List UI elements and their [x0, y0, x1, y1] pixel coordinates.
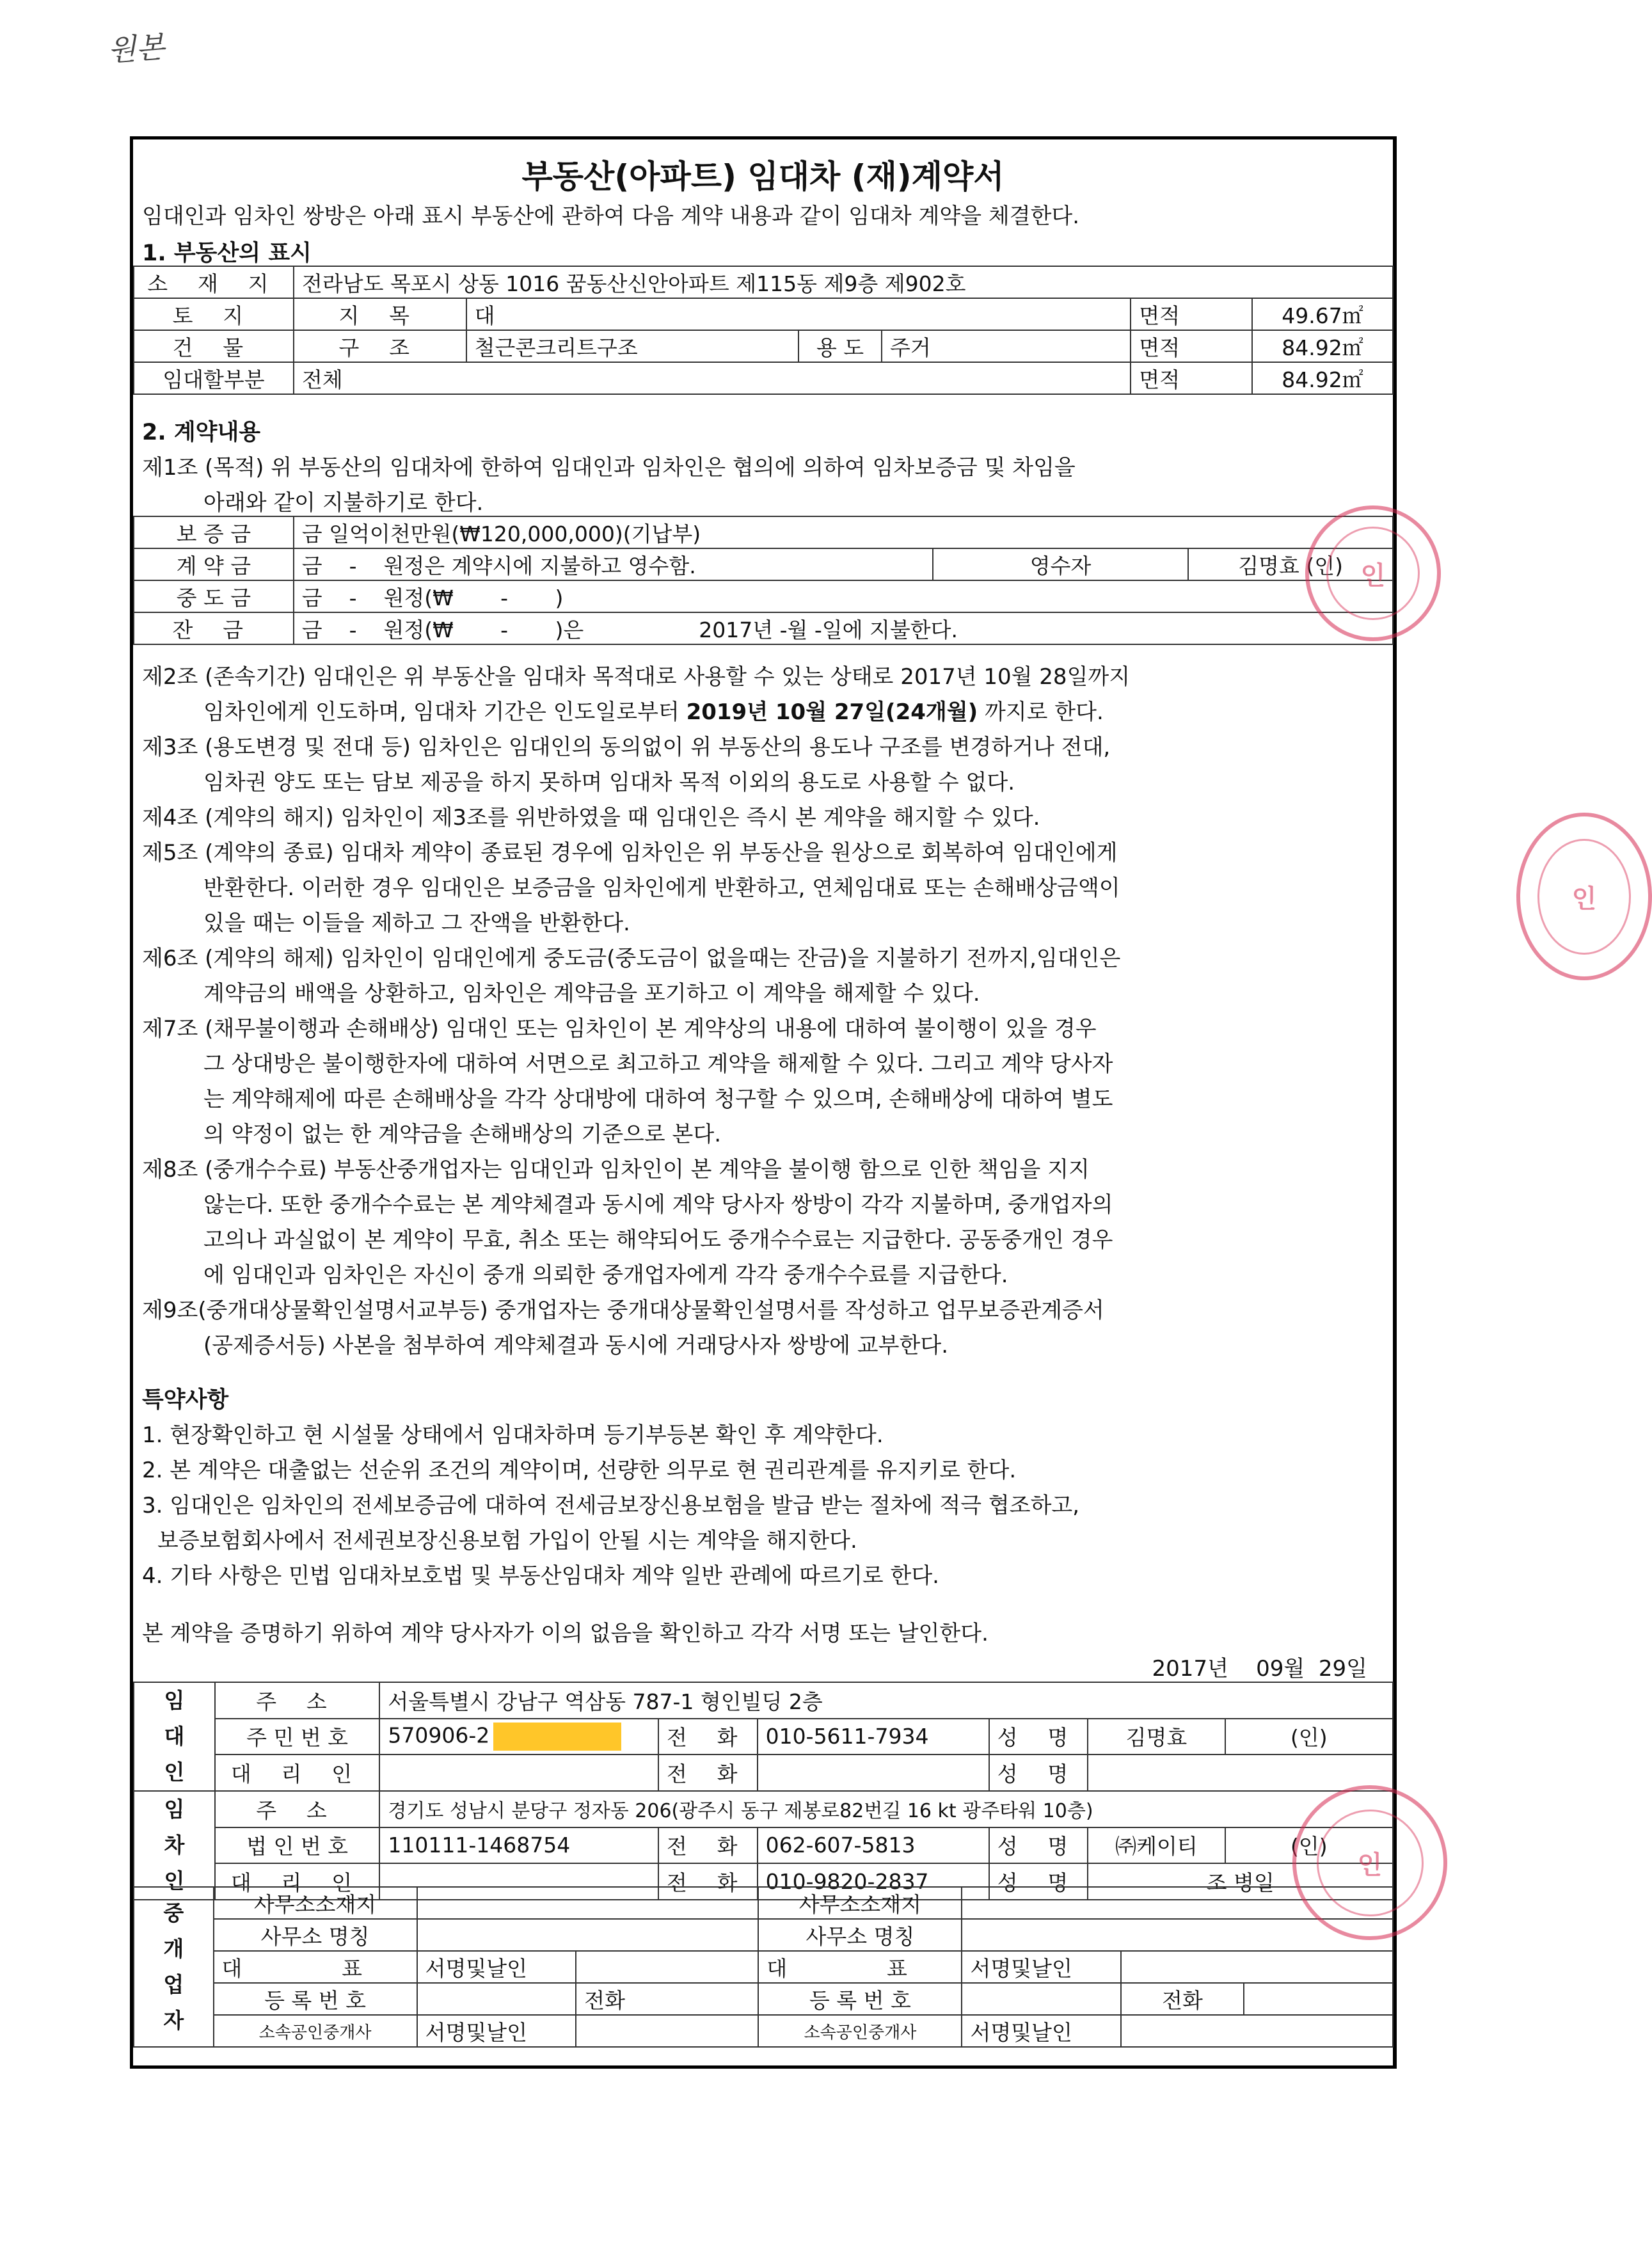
broker2-reg-label: 등 록 번 호 — [758, 1983, 962, 2015]
special-item-1: 1. 현장확인하고 현 시설물 상태에서 임대차하며 등기부등본 확인 후 계약한다. — [142, 1422, 884, 1448]
article5-text-cont2: 있을 때는 이들을 제하고 그 잔액을 반환한다. — [203, 911, 630, 936]
lessee-name: ㈜케이티 — [1088, 1827, 1225, 1864]
article8-text-cont1: 않는다. 또한 중개수수료는 본 계약체결과 동시에 계약 당사자 쌍방이 각각 지불하며, 중개업자의 — [203, 1192, 1113, 1218]
date-month: 09월 — [1256, 1656, 1305, 1682]
lessor-phone: 010-5611-7934 — [758, 1719, 989, 1755]
lessor-agent-phone-label: 전 화 — [658, 1755, 758, 1791]
contract-fee-label: 계 약 금 — [134, 548, 294, 580]
broker2-sign-label: 서명및날인 — [962, 1951, 1121, 1983]
middle-payment-value: 금 - 원정(₩ - ) — [294, 580, 1393, 612]
building-structure: 철근콘크리트구조 — [466, 330, 798, 362]
article7-text-cont2: 는 계약해제에 따른 손해배상을 각각 상대방에 대하여 청구할 수 있으며, 손해배상에 대하여 별도 — [203, 1086, 1113, 1112]
balance-value: 금 - 원정(₩ - )은 — [301, 617, 584, 642]
balance-date: 2017년 -월 -일에 지불한다. — [699, 617, 958, 642]
location-label: 소 재 지 — [134, 266, 294, 298]
lessee-phone-label: 전 화 — [658, 1827, 758, 1864]
lessor-id-value: 570906-2 — [388, 1723, 490, 1748]
middle-payment-label: 중 도 금 — [134, 580, 294, 612]
table-row — [134, 2015, 1393, 2047]
building-area-label: 면적 — [1131, 330, 1252, 362]
balance-cell — [294, 612, 1393, 644]
lessee-corp-label: 법 인 번 호 — [215, 1827, 380, 1864]
parties-table — [133, 1682, 1394, 1900]
special-item-2: 2. 본 계약은 대출없는 선순위 조건의 계약이며, 선량한 의무로 현 권리관계를 유지키로 한다. — [142, 1458, 1017, 1483]
lessor-address-label: 주 소 — [215, 1682, 380, 1719]
special-item-3-cont: 보증보험회사에서 전세권보장신용보험 가입이 안될 시는 계약을 해지한다. — [157, 1528, 857, 1554]
lessee-address: 경기도 성남시 분당구 정자동 206(광주시 동구 제봉로82번길 16 kt 광주타워 10층) — [379, 1791, 1393, 1827]
broker1-phone-label — [576, 1983, 758, 2015]
contract-frame — [130, 136, 1397, 2069]
lease-area-label: 면적 — [1131, 362, 1252, 394]
article4-text: 제4조 (계약의 해지) 임차인이 제3조를 위반하였을 때 임대인은 즉시 본 계약을 해지할 수 있다. — [142, 805, 1040, 831]
lessee-group-label: 임 차 인 — [134, 1791, 215, 1900]
article1-text-cont: 아래와 같이 지불하기로 한다. — [203, 490, 484, 516]
lessor-agent-name-label: 성 명 — [989, 1755, 1088, 1791]
seal-stamp-text: 인 — [1326, 527, 1420, 620]
article2-part-a: 임차인에게 인도하며, 임대차 기간은 인도일로부터 — [203, 699, 679, 725]
broker2-rep-label: 대 표 — [758, 1951, 962, 1983]
table-row — [134, 362, 1393, 394]
broker2-agent-sign-label: 서명및날인 — [962, 2015, 1121, 2047]
article7-text-cont3: 의 약정이 없는 한 계약금을 손해배상의 기준으로 본다. — [203, 1122, 722, 1147]
lease-part-label: 임대할부분 — [134, 362, 294, 394]
lessee-corp-no: 110111-1468754 — [379, 1827, 658, 1864]
building-area-value: 84.92㎡ — [1252, 330, 1393, 362]
use-label: 용 도 — [798, 330, 882, 362]
section2-heading: 2. 계약내용 — [142, 420, 261, 445]
article7-text: 제7조 (채무불이행과 손해배상) 임대인 또는 임차인이 본 계약상의 내용에 대하여 불이행이 있을 경우 — [142, 1016, 1097, 1042]
article2-text: 제2조 (존속기간) 임대인은 위 부동산을 임대차 목적대로 사용할 수 있는 상태로 2017년 10월 28일까지 — [142, 664, 1131, 690]
article6-text: 제6조 (계약의 해제) 임차인이 임대인에게 중도금(중도금이 없을때는 잔금)을 지불하기 전까지,임대인은 — [142, 946, 1121, 971]
land-area-label: 면적 — [1131, 298, 1252, 330]
seal-stamp — [1305, 505, 1441, 641]
lessor-group-label: 임 대 인 — [134, 1682, 215, 1791]
handwritten-note: 원본 — [106, 29, 166, 68]
broker1-office-addr-label: 사무소소재지 — [214, 1887, 417, 1919]
special-terms-heading: 특약사항 — [142, 1387, 229, 1413]
lessor-id-cell — [379, 1719, 658, 1755]
lessee-agent-name-label: 성 명 — [989, 1863, 1088, 1900]
broker2-office-addr-label: 사무소소재지 — [758, 1887, 962, 1919]
lease-area-value: 84.92㎡ — [1252, 362, 1393, 394]
lease-part-value: 전체 — [294, 362, 1131, 394]
lessor-address: 서울특별시 강남구 역삼동 787-1 형인빌딩 2층 — [379, 1682, 1393, 1719]
table-row — [134, 1919, 1393, 1951]
table-row — [134, 298, 1393, 330]
deposit-value: 금 일억이천만원(₩120,000,000)(기납부) — [294, 516, 1393, 548]
table-row — [134, 1827, 1393, 1864]
intro-text: 임대인과 임차인 쌍방은 아래 표시 부동산에 관하여 다음 계약 내용과 같이 임대차 계약을 체결한다. — [142, 203, 1080, 229]
table-row — [134, 516, 1393, 548]
article9-text: 제9조(중개대상물확인설명서교부등) 중개업자는 중개대상물확인설명서를 작성하고 업무보증관계증서 — [142, 1298, 1104, 1323]
article5-text: 제5조 (계약의 종료) 임대차 계약이 종료된 경우에 임차인은 위 부동산을 원상으로 회복하여 임대인에게 — [142, 840, 1118, 866]
lessee-agent-label: 대 리 인 — [215, 1863, 380, 1900]
date-year: 2017년 — [1152, 1656, 1228, 1682]
table-row — [134, 580, 1393, 612]
lessee-seal: (인) — [1225, 1827, 1393, 1864]
receiver-label: 영수자 — [933, 548, 1188, 580]
broker1-agent-label: 소속공인중개사 — [214, 2015, 417, 2047]
article2-text-cont — [203, 694, 1104, 726]
lessee-agent-phone-label: 전 화 — [658, 1863, 758, 1900]
lessor-name-label: 성 명 — [989, 1719, 1088, 1755]
lessee-agent-name: 조 병일 — [1088, 1863, 1393, 1900]
land-sub-value: 대 — [466, 298, 1131, 330]
seal-stamp — [1516, 813, 1652, 980]
article9-text-cont: (공제증서등) 사본을 첨부하여 계약체결과 동시에 거래당사자 쌍방에 교부한다. — [203, 1333, 948, 1358]
table-row — [134, 1983, 1393, 2015]
table-row — [134, 548, 1393, 580]
deposit-label: 보 증 금 — [134, 516, 294, 548]
section1-heading: 1. 부동산의 표시 — [142, 241, 312, 266]
table-row — [134, 1951, 1393, 1983]
article8-text-cont3: 에 임대인과 임차인은 자신이 중개 의뢰한 중개업자에게 각각 중개수수료를 지급한다. — [203, 1262, 1008, 1288]
broker1-office-name-label: 사무소 명칭 — [214, 1919, 417, 1951]
receiver-value: 김명효 (인) — [1188, 548, 1393, 580]
table-row — [134, 1719, 1393, 1755]
lessee-phone: 062-607-5813 — [758, 1827, 989, 1864]
contract-fee-value: 금 - 원정은 계약시에 지불하고 영수함. — [294, 548, 933, 580]
table-row — [134, 1682, 1393, 1719]
broker2-agent-label: 소속공인중개사 — [758, 2015, 962, 2047]
closing-statement: 본 계약을 증명하기 위하여 계약 당사자가 이의 없음을 확인하고 각각 서명 또는 날인한다. — [142, 1621, 989, 1646]
contract-date — [1152, 1651, 1367, 1682]
broker1-phone-text: 전화 — [584, 1987, 626, 2013]
table-row — [134, 1791, 1393, 1827]
lessor-seal: (인) — [1225, 1719, 1393, 1755]
broker1-agent-sign-label: 서명및날인 — [417, 2015, 576, 2047]
article3-text-cont: 임차권 양도 또는 담보 제공을 하지 못하며 임대차 목적 이외의 용도로 사용할 수 없다. — [203, 770, 1015, 795]
article2-lease-end: 2019년 10월 27일(24개월) — [686, 699, 978, 725]
balance-label: 잔 금 — [134, 612, 294, 644]
lessor-agent-label: 대 리 인 — [215, 1755, 380, 1791]
article5-text-cont1: 반환한다. 이러한 경우 임대인은 보증금을 임차인에게 반환하고, 연체임대료 또는 손해배상금액이 — [203, 875, 1120, 901]
lessee-name-label: 성 명 — [989, 1827, 1088, 1864]
lessor-phone-label: 전 화 — [658, 1719, 758, 1755]
seal-stamp — [1292, 1785, 1447, 1940]
lessee-agent-phone: 010-9820-2837 — [758, 1863, 989, 1900]
building-sub-label: 구 조 — [294, 330, 466, 362]
land-label: 토 지 — [134, 298, 294, 330]
table-row — [134, 330, 1393, 362]
special-item-3: 3. 임대인은 임차인의 전세보증금에 대하여 전세금보장신용보험을 발급 받는 절차에 적극 협조하고, — [142, 1493, 1080, 1518]
broker1-reg-label: 등 록 번 호 — [214, 1983, 417, 2015]
seal-stamp-text: 인 — [1537, 839, 1631, 955]
lessor-id-label: 주 민 번 호 — [215, 1719, 380, 1755]
land-sub-label: 지 목 — [294, 298, 466, 330]
lessee-address-label: 주 소 — [215, 1791, 380, 1827]
article2-part-c: 까지로 한다. — [984, 699, 1104, 725]
special-item-4: 4. 기타 사항은 민법 임대차보호법 및 부동산임대차 계약 일반 관례에 따르기로 한다. — [142, 1563, 939, 1589]
redaction-mark — [493, 1723, 621, 1751]
article6-text-cont: 계약금의 배액을 상환하고, 임차인은 계약금을 포기하고 이 계약을 해제할 수 있다. — [203, 981, 980, 1007]
broker-group-label: 중 개 업 자 — [134, 1887, 214, 2047]
payment-table — [133, 516, 1394, 645]
table-row — [134, 612, 1393, 644]
article7-text-cont1: 그 상대방은 불이행한자에 대하여 서면으로 최고하고 계약을 해제할 수 있다. 그리고 계약 당사자 — [203, 1051, 1113, 1077]
date-day: 29일 — [1318, 1656, 1367, 1682]
article8-text-cont2: 고의나 과실없이 본 계약이 무효, 취소 또는 해약되어도 중개수수료는 지급한다. 공동중개인 경우 — [203, 1227, 1113, 1253]
broker-table — [133, 1886, 1394, 2048]
land-area-value: 49.67㎡ — [1252, 298, 1393, 330]
broker1-rep-label: 대 표 — [214, 1951, 417, 1983]
location-value: 전라남도 목포시 상동 1016 꿈동산신안아파트 제115동 제9층 제902호 — [294, 266, 1393, 298]
article3-text: 제3조 (용도변경 및 전대 등) 임차인은 임대인의 동의없이 위 부동산의 용도나 구조를 변경하거나 전대, — [142, 735, 1111, 760]
property-table — [133, 266, 1394, 395]
article8-text: 제8조 (중개수수료) 부동산중개업자는 임대인과 임차인이 본 계약을 불이행 함으로 인한 책임을 지지 — [142, 1157, 1090, 1182]
broker2-office-name-label: 사무소 명칭 — [758, 1919, 962, 1951]
page-title: 부동산(아파트) 임대차 (재)계약서 — [521, 158, 1005, 195]
table-row — [134, 266, 1393, 298]
table-row — [134, 1887, 1393, 1919]
seal-stamp-text: 인 — [1317, 1810, 1424, 1916]
broker2-phone-label: 전화 — [1121, 1983, 1244, 2015]
lessor-name: 김명효 — [1088, 1719, 1225, 1755]
use-value: 주거 — [882, 330, 1131, 362]
building-label: 건 물 — [134, 330, 294, 362]
article1-text: 제1조 (목적) 위 부동산의 임대차에 한하여 임대인과 임차인은 협의에 의하여 임차보증금 및 차임을 — [142, 455, 1076, 481]
table-row — [134, 1755, 1393, 1791]
broker1-sign-label: 서명및날인 — [417, 1951, 576, 1983]
